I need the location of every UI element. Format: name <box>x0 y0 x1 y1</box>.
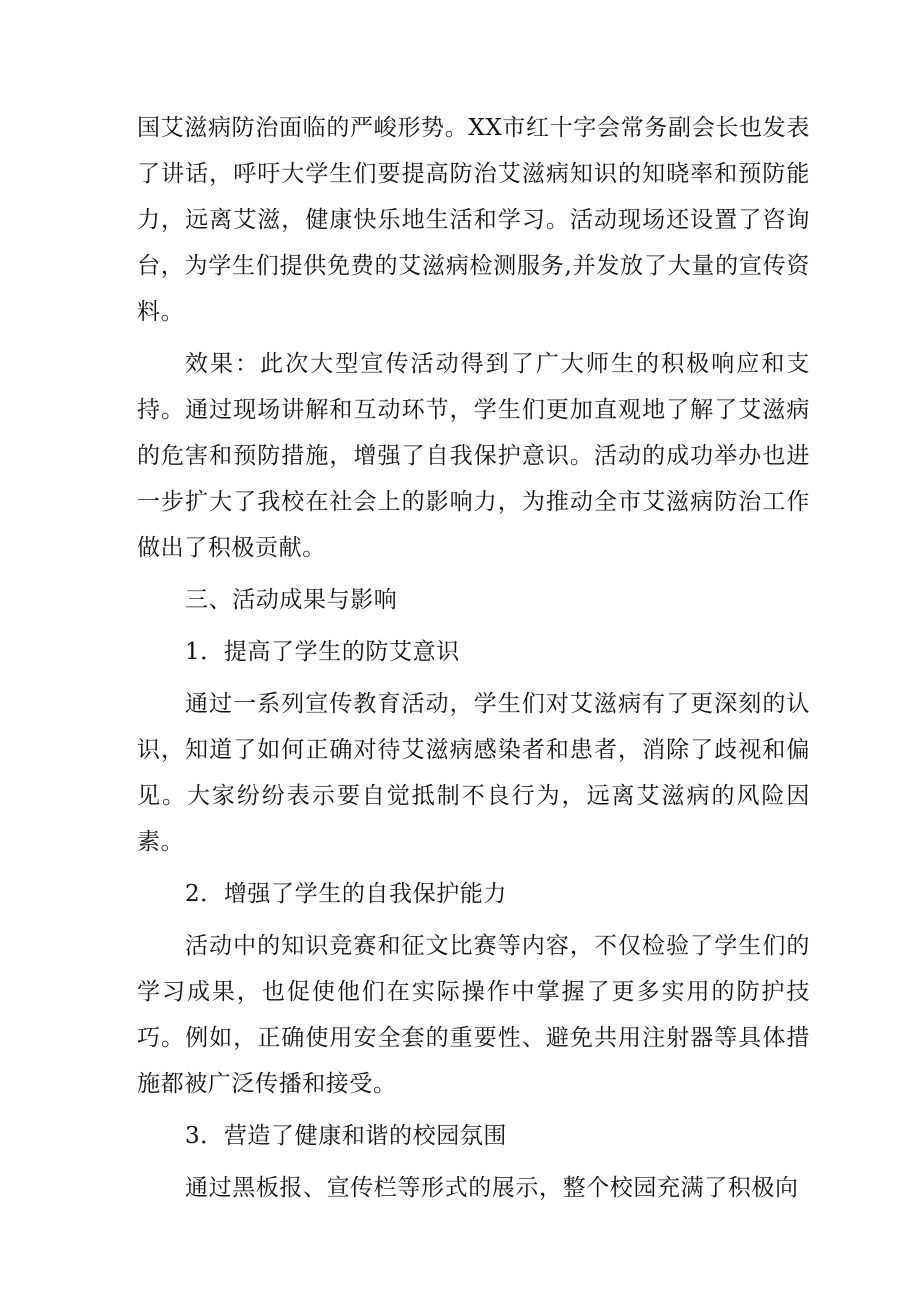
subheading-2: 2．增强了学生的自我保护能力 <box>185 881 508 907</box>
subheading-3: 3．营造了健康和谐的校园氛围 <box>185 1123 508 1149</box>
section-heading: 三、活动成果与影响 <box>185 587 398 613</box>
paragraph-continuation: 国艾滋病防治面临的严峻形势。XX市红十字会常务副会长也发表了讲话，呼吁大学生们要提高防治艾滋病知识的知晓率和预防能力，远离艾滋，健康快乐地生活和学习。活动现场还设置了咨询台，为学生们提供免费的艾滋病检测服务,并发放了大量的宣传资料。 <box>137 115 810 325</box>
paragraph-protection: 活动中的知识竞赛和征文比赛等内容，不仅检验了学生们的学习成果，也促使他们在实际操作中掌握了更多实用的防护技巧。例如，正确使用安全套的重要性、避免共用注射器等具体措施都被广泛传播和接受。 <box>137 933 810 1097</box>
paragraph-awareness: 通过一系列宣传教育活动，学生们对艾滋病有了更深刻的认识，知道了如何正确对待艾滋病感染者和患者，消除了歧视和偏见。大家纷纷表示要自觉抵制不良行为，远离艾滋病的风险因素。 <box>137 691 810 855</box>
paragraph-effect: 效果：此次大型宣传活动得到了广大师生的积极响应和支持。通过现场讲解和互动环节，学生们更加直观地了解了艾滋病的危害和预防措施，增强了自我保护意识。活动的成功举办也进一步扩大了我校在社会上的影响力，为推动全市艾滋病防治工作做出了积极贡献。 <box>137 351 810 561</box>
subheading-1: 1．提高了学生的防艾意识 <box>185 639 460 665</box>
paragraph-campus: 通过黑板报、宣传栏等形式的展示，整个校园充满了积极向 <box>185 1175 799 1201</box>
